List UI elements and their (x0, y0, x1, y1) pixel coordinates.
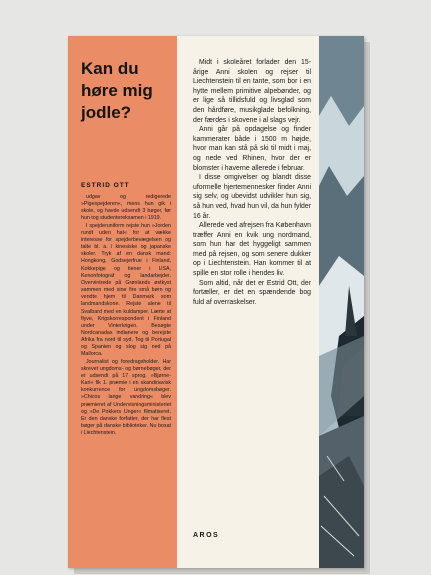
description-paragraph: Anni går på opdagelse og finder kammerater både i 1500 m højde, hvor man kan stå på ski til midt i maj, og nede ved Rhinen, hvor der er blomster i haverne allerede i februar. (193, 126, 311, 172)
description-paragraph: Allerede ved afrejsen fra København træffer Anni en kvik ung nordmand, som hun har det hyggeligt sammen med på rejsen, og som senere dukker op i Liechtenstein. Han kommer til at spille en stor rolle i hendes liv. (193, 222, 311, 278)
book-description (193, 58, 311, 307)
middle-description-panel (177, 36, 319, 568)
mountain-illustration-svg (319, 36, 364, 568)
publisher-name: AROS (193, 532, 220, 539)
book-back-cover (68, 36, 364, 568)
left-orange-panel (68, 36, 177, 568)
description-paragraph: Som altid, når det er Estrid Ott, der fortæller, er det en spændende bog fuld af overraskelser. (193, 279, 311, 306)
description-paragraph: I disse omgivelser og blandt disse uformelle hjertemennesker finder Anni sig selv, og ubevidst udvikler hun sig, så hun ved, hvad hun vil, da hun fylder 16 år. (193, 174, 311, 220)
author-bio (81, 194, 171, 437)
cover-headline: Kan du høre mig jodle? (81, 59, 153, 122)
mountain-illustration (319, 36, 364, 568)
bio-paragraph: I spejderuniform rejste hun »Jorden rundt uden hat« for at vække interesse for spejderbevægelsen og talte bl. a. i kinesiske og japanske skoler. Tryk af en dansk mand: Hongkong, Godsejerfrue i Finland, Kokkepige og tiener i USA, Kenonfotograf og landarbejder. Overvintrede på Grønlands østkyst sammen med sine fire små børn og vendte hjem til Danmark som landmandskone. Rejste alene til Svalbard med en kuldamper. Lærte at flyve, Krigskorrespondent i Finland under Vinterkrigen. Besøgte Nordcanadas indianere og berejste Afrika fra nord til syd. Tog til Portugal og Spanien og slog sig ned på Mallorca. (81, 222, 171, 358)
bio-paragraph: Journalist og foredragsholder. Har skrevet ungdoms- og børnebøger, der er udsendt på 17 sprog. »Bjørne-Kari« fik 1. præmie i en skandinavisk konkurrence for ungdomsbøger. »Chicos lange vandring« blev præmieret af Undervisningsministeriet og »De Pokkers Unger« filmatiseret. Er den danske forfatter, der har flest bøger på danske biblioteker. Nu bosat i Liechtenstein. (81, 358, 171, 437)
author-name: ESTRID OTT (81, 182, 130, 189)
bio-paragraph: udgav og redigerede »Pigespejderen«, mens hun gik i skole, og havde udsendt 3 bøger, før hun tog studentereksamen i 1919. (81, 194, 171, 222)
description-paragraph: Midt i skoleåret forlader den 15-årige Anni skolen og rejser til Liechtenstein til en tante, som bor i en hytte mellem primitive alpebønder, og er lige så tillidsfuld og livsglad som den hårdføre, musikglade befolkning, der færdes i skovene i al slags vejr. (193, 59, 311, 124)
